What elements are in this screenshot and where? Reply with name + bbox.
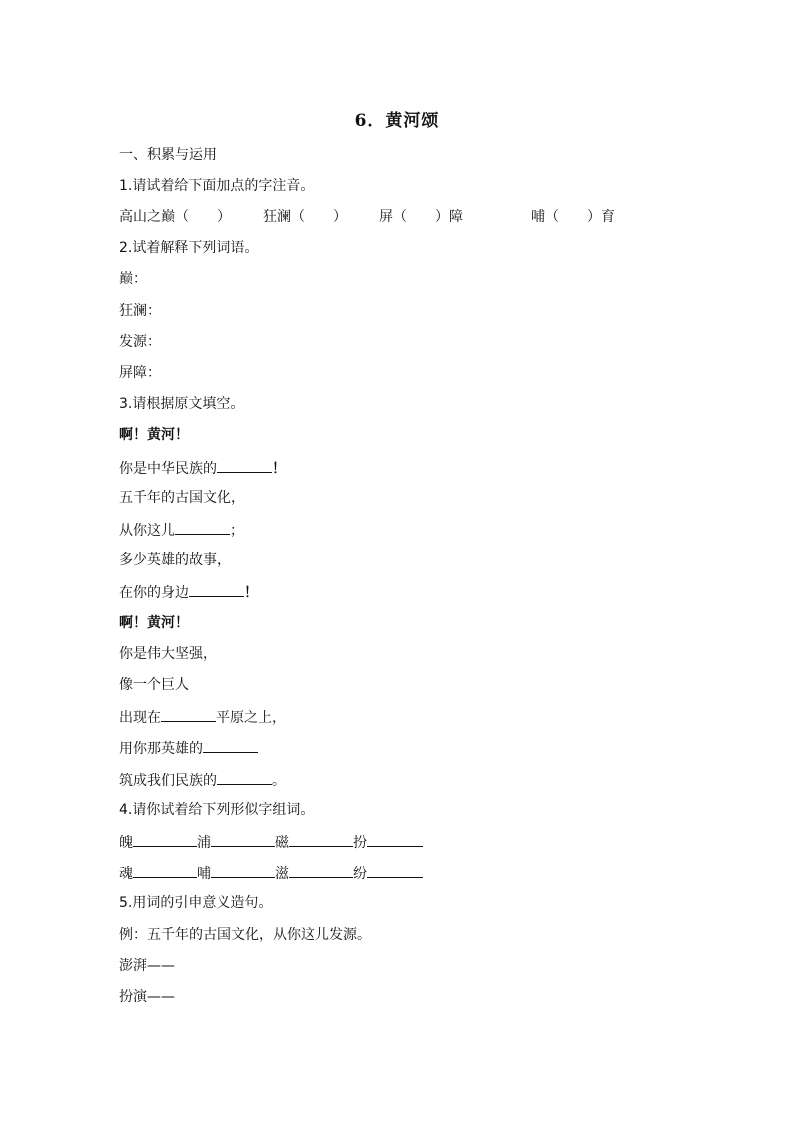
- poem-line: [119, 769, 286, 791]
- q4-char: 浦: [197, 835, 211, 851]
- fill-blank[interactable]: [217, 457, 272, 473]
- q1-item: 屏（ ）障: [379, 209, 463, 225]
- poem-punct: 。: [272, 773, 286, 789]
- poem-text: 在你的身边: [119, 585, 189, 601]
- q4-char: 魄: [119, 835, 133, 851]
- poem-line: [119, 737, 258, 759]
- q5-prompt: 5.用词的引申意义造句。: [119, 895, 273, 911]
- poem-text: 筑成我们民族的: [119, 773, 217, 789]
- poem-line: 啊！黄河！: [119, 427, 189, 443]
- poem-punct: ；: [230, 523, 244, 539]
- poem-line: 你是伟大坚强，: [119, 646, 217, 662]
- fill-blank[interactable]: [203, 737, 258, 753]
- q5-word: 扮演——: [119, 989, 175, 1005]
- fill-blank[interactable]: [133, 862, 197, 878]
- q1-item: 高山之巅（ ）: [119, 209, 231, 225]
- q2-prompt: 2.试着解释下列词语。: [119, 240, 259, 256]
- poem-line: 多少英雄的故事，: [119, 552, 231, 568]
- poem-line: [119, 706, 286, 728]
- fill-blank[interactable]: [161, 706, 216, 722]
- q2-term: 巅：: [119, 271, 147, 287]
- q3-prompt: 3.请根据原文填空。: [119, 396, 245, 412]
- q4-char: 纷: [353, 866, 367, 882]
- fill-blank[interactable]: [289, 831, 353, 847]
- fill-blank[interactable]: [211, 831, 275, 847]
- q1-prompt: 1.请试着给下面加点的字注音。: [119, 178, 315, 194]
- q4-row: [119, 831, 423, 853]
- q2-term: 狂澜：: [119, 303, 161, 319]
- poem-line: 像一个巨人: [119, 677, 189, 693]
- q2-term: 发源：: [119, 334, 161, 350]
- q2-term: 屏障：: [119, 365, 161, 381]
- fill-blank[interactable]: [217, 769, 272, 785]
- fill-blank[interactable]: [289, 862, 353, 878]
- q4-char: 扮: [353, 835, 367, 851]
- fill-blank[interactable]: [367, 862, 423, 878]
- q1-item: 哺（ ）育: [531, 209, 615, 225]
- q4-char: 哺: [197, 866, 211, 882]
- q1-items: [119, 207, 615, 227]
- poem-line: [119, 519, 244, 541]
- poem-line: [119, 581, 258, 603]
- fill-blank[interactable]: [367, 831, 423, 847]
- fill-blank[interactable]: [189, 581, 244, 597]
- q4-prompt: 4.请你试着给下列形似字组词。: [119, 802, 315, 818]
- q4-char: 滋: [275, 866, 289, 882]
- fill-blank[interactable]: [211, 862, 275, 878]
- fill-blank[interactable]: [175, 519, 230, 535]
- poem-text: 出现在: [119, 710, 161, 726]
- poem-text: 用你那英雄的: [119, 741, 203, 757]
- q4-char: 魂: [119, 866, 133, 882]
- poem-line: 啊！黄河！: [119, 615, 189, 631]
- poem-line: [119, 457, 286, 479]
- q4-row: [119, 862, 423, 884]
- page-title: 6．黄河颂: [354, 111, 440, 131]
- poem-text: 你是中华民族的: [119, 461, 217, 477]
- poem-text: 从你这儿: [119, 523, 175, 539]
- q5-example: 例：五千年的古国文化，从你这儿发源。: [119, 927, 371, 943]
- q4-char: 磁: [275, 835, 289, 851]
- poem-line: 五千年的古国文化，: [119, 490, 245, 506]
- poem-text: 平原之上，: [216, 710, 286, 726]
- q5-word: 澎湃——: [119, 958, 175, 974]
- section-heading: 一、积累与运用: [119, 147, 217, 163]
- q1-item: 狂澜（ ）: [263, 209, 347, 225]
- fill-blank[interactable]: [133, 831, 197, 847]
- poem-punct: ！: [244, 585, 258, 601]
- poem-punct: ！: [272, 461, 286, 477]
